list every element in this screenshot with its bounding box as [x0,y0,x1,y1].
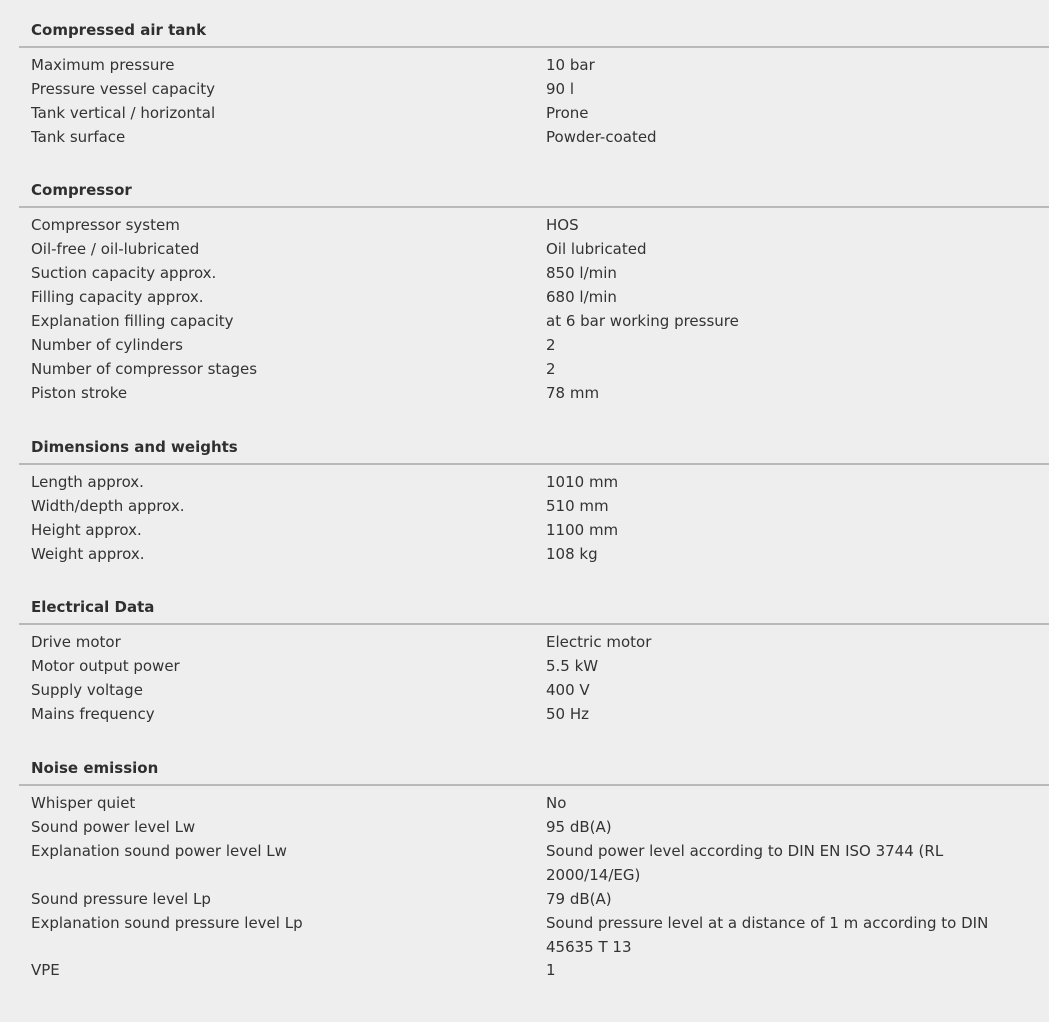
spec-label: Maximum pressure [31,56,175,74]
spec-value: Powder-coated [546,128,657,146]
spec-label: VPE [31,961,60,979]
spec-label: Motor output power [31,657,180,675]
section-compressed-air-tank [19,19,1049,149]
spec-value: 1100 mm [546,521,619,539]
spec-value: 1 [546,961,556,979]
spec-label: Sound power level Lw [31,818,196,836]
spec-label: Explanation sound power level Lw [31,842,287,860]
spec-row [19,261,1049,285]
spec-label: Width/depth approx. [31,497,185,515]
spec-label: Number of cylinders [31,336,183,354]
spec-value: 50 Hz [546,705,590,723]
spec-value: 400 V [546,681,590,699]
spec-row [19,237,1049,261]
spec-label: Explanation filling capacity [31,312,234,330]
spec-label: Tank surface [31,128,126,146]
spec-label: Drive motor [31,633,121,651]
section-dimensions-and-weights [19,436,1049,566]
section-title: Noise emission [31,759,159,777]
spec-label: Compressor system [31,216,180,234]
spec-value: 108 kg [546,545,598,563]
spec-label: Whisper quiet [31,794,136,812]
spec-value: 850 l/min [546,264,617,282]
spec-value: HOS [546,216,579,234]
spec-value: 680 l/min [546,288,617,306]
spec-label: Height approx. [31,521,142,539]
spec-row [19,285,1049,309]
spec-value: Oil lubricated [546,240,647,258]
spec-row [19,887,1049,911]
section-title: Dimensions and weights [31,438,238,456]
spec-row [19,911,1049,959]
spec-value: 510 mm [546,497,609,515]
spec-row [19,791,1049,815]
spec-value: Sound pressure level at a distance of 1 m according to DIN 45635 T 13 [546,914,989,956]
section-compressor [19,179,1049,405]
spec-label: Mains frequency [31,705,155,723]
spec-row [19,333,1049,357]
spec-label: Pressure vessel capacity [31,80,216,98]
spec-row [19,53,1049,77]
spec-value: 79 dB(A) [546,890,612,908]
section-title: Compressor [31,181,132,199]
section-electrical-data [19,596,1049,726]
spec-value: at 6 bar working pressure [546,312,739,330]
spec-value: 5.5 kW [546,657,599,675]
section-title: Electrical Data [31,598,155,616]
spec-row [19,381,1049,405]
spec-value: 2 [546,336,556,354]
spec-row [19,654,1049,678]
spec-row [19,958,1049,982]
section-divider [19,623,1049,625]
spec-row [19,309,1049,333]
spec-row [19,357,1049,381]
spec-row [19,125,1049,149]
section-title: Compressed air tank [31,21,207,39]
spec-label: Oil-free / oil-lubricated [31,240,200,258]
section-noise-emission [19,757,1049,959]
spec-value: Prone [546,104,589,122]
spec-label: Weight approx. [31,545,145,563]
vpe-section [19,958,1049,982]
spec-label: Filling capacity approx. [31,288,204,306]
spec-value: No [546,794,567,812]
spec-label: Tank vertical / horizontal [31,104,216,122]
spec-value: 1010 mm [546,473,619,491]
section-divider [19,206,1049,208]
spec-row [19,213,1049,237]
spec-value: 90 l [546,80,575,98]
spec-row [19,678,1049,702]
spec-row [19,839,1049,887]
spec-label: Sound pressure level Lp [31,890,211,908]
spec-label: Explanation sound pressure level Lp [31,914,303,932]
spec-row [19,630,1049,654]
section-divider [19,463,1049,465]
spec-row [19,518,1049,542]
section-divider [19,784,1049,786]
spec-value: Electric motor [546,633,652,651]
spec-label: Length approx. [31,473,144,491]
spec-row [19,702,1049,726]
spec-value: 95 dB(A) [546,818,612,836]
spec-value: 78 mm [546,384,600,402]
spec-value: 10 bar [546,56,595,74]
spec-label: Number of compressor stages [31,360,258,378]
spec-row [19,77,1049,101]
spec-value: Sound power level according to DIN EN ISO 3744 (RL 2000/14/EG) [546,842,944,884]
spec-value: 2 [546,360,556,378]
spec-row [19,494,1049,518]
spec-label: Suction capacity approx. [31,264,217,282]
spec-row [19,101,1049,125]
spec-label: Piston stroke [31,384,128,402]
spec-row [19,470,1049,494]
spec-row [19,542,1049,566]
spec-label: Supply voltage [31,681,143,699]
spec-row [19,815,1049,839]
section-divider [19,46,1049,48]
